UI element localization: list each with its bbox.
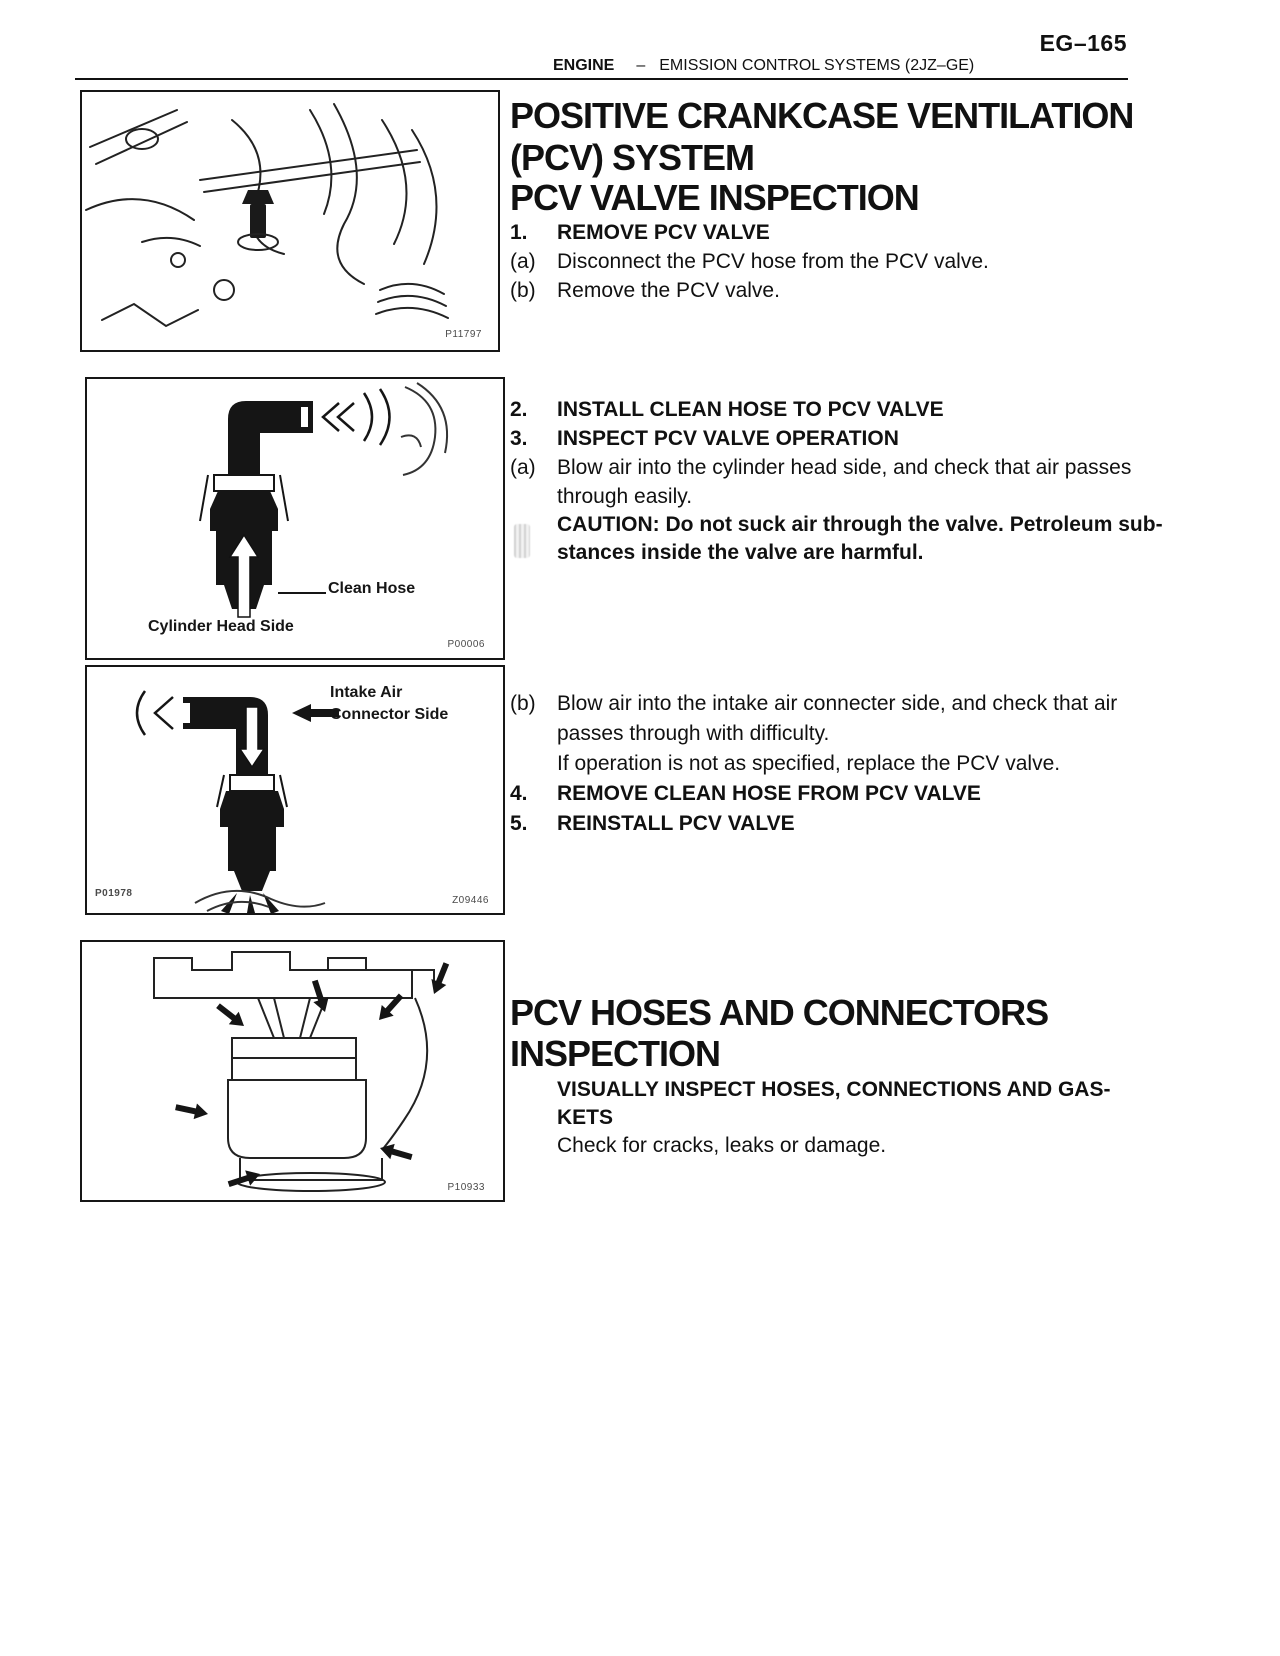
figure-code-right: Z09446 <box>452 895 489 906</box>
engine-bay-drawing <box>82 92 498 350</box>
visual-inspect-line1: VISUALLY INSPECT HOSES, CONNECTIONS AND GAS- <box>557 1078 1111 1101</box>
step-1a-text: Disconnect the PCV hose from the PCV valve. <box>557 250 989 273</box>
step-1b <box>510 279 780 303</box>
step-1a-number: (a) <box>510 250 536 273</box>
page-number: EG–165 <box>1039 30 1127 56</box>
step-3b-number: (b) <box>510 692 536 715</box>
step-2 <box>510 398 944 422</box>
header-rule <box>75 78 1128 80</box>
figure-code: P10933 <box>447 1182 485 1193</box>
running-header-subsection: EMISSION CONTROL SYSTEMS (2JZ–GE) <box>659 57 975 74</box>
running-header-separator: – <box>636 57 646 74</box>
step-5 <box>510 812 795 836</box>
caution-line1: CAUTION: Do not suck air through the valve. Petroleum sub- <box>557 513 1163 536</box>
step-3-text: INSPECT PCV VALVE OPERATION <box>557 427 899 450</box>
step-1b-number: (b) <box>510 279 536 302</box>
label-clean-hose: Clean Hose <box>328 580 416 597</box>
step-1a <box>510 250 989 274</box>
figure-code-left: P01978 <box>95 888 133 899</box>
step-5-text: REINSTALL PCV VALVE <box>557 812 795 835</box>
step-3a-line1: Blow air into the cylinder head side, and check that air passes <box>557 456 1132 479</box>
step-3-number: 3. <box>510 427 528 450</box>
step-1 <box>510 221 770 245</box>
section-title-line2: (PCV) SYSTEM <box>510 137 755 178</box>
step-4-text: REMOVE CLEAN HOSE FROM PCV VALVE <box>557 782 981 805</box>
step-3a <box>510 456 1131 480</box>
step-3b <box>510 692 1117 716</box>
step-5-number: 5. <box>510 812 528 835</box>
step-1-number: 1. <box>510 221 528 244</box>
pcv-valve-blow-in-drawing <box>87 379 503 658</box>
label-cylinder-head-side: Cylinder Head Side <box>148 618 294 635</box>
figure-pcv-hoses <box>80 940 505 1202</box>
pcv-valve-blow-out-drawing <box>87 667 503 913</box>
step-1-text: REMOVE PCV VALVE <box>557 221 770 244</box>
hoses-title-line1: PCV HOSES AND CONNECTORS <box>510 992 1049 1033</box>
figure-code: P11797 <box>445 329 482 340</box>
check-text: Check for cracks, leaks or damage. <box>557 1134 887 1157</box>
label-intake-air: Intake Air <box>330 684 403 701</box>
figure-pcv-valve-intake-side <box>85 665 505 915</box>
step-4-number: 4. <box>510 782 528 805</box>
step-2-text: INSTALL CLEAN HOSE TO PCV VALVE <box>557 398 944 421</box>
subsection-title: PCV VALVE INSPECTION <box>510 177 919 218</box>
section-title-line1: POSITIVE CRANKCASE VENTILATION <box>510 95 1134 136</box>
scan-artifact <box>514 524 530 558</box>
step-3b-line1: Blow air into the intake air connecter side, and check that air <box>557 692 1118 715</box>
step-3 <box>510 427 899 451</box>
replace-note: If operation is not as specified, replace the PCV valve. <box>557 752 1061 775</box>
step-1b-text: Remove the PCV valve. <box>557 279 780 302</box>
step-3b-line2: passes through with difficulty. <box>557 722 830 745</box>
hoses-title-line2: INSPECTION <box>510 1033 721 1074</box>
figure-code: P00006 <box>447 639 485 650</box>
caution-line2: stances inside the valve are harmful. <box>557 541 924 564</box>
visual-inspect-line2: KETS <box>557 1106 614 1129</box>
figure-pcv-valve-clean-hose <box>85 377 505 660</box>
step-2-number: 2. <box>510 398 528 421</box>
pcv-hoses-drawing <box>82 942 503 1200</box>
step-3a-line2: through easily. <box>557 485 693 508</box>
step-3a-number: (a) <box>510 456 536 479</box>
running-header <box>553 57 974 75</box>
figure-engine-bay <box>80 90 500 352</box>
running-header-section: ENGINE <box>553 57 615 74</box>
label-connector-side: Connector Side <box>330 706 449 723</box>
step-4 <box>510 782 981 806</box>
